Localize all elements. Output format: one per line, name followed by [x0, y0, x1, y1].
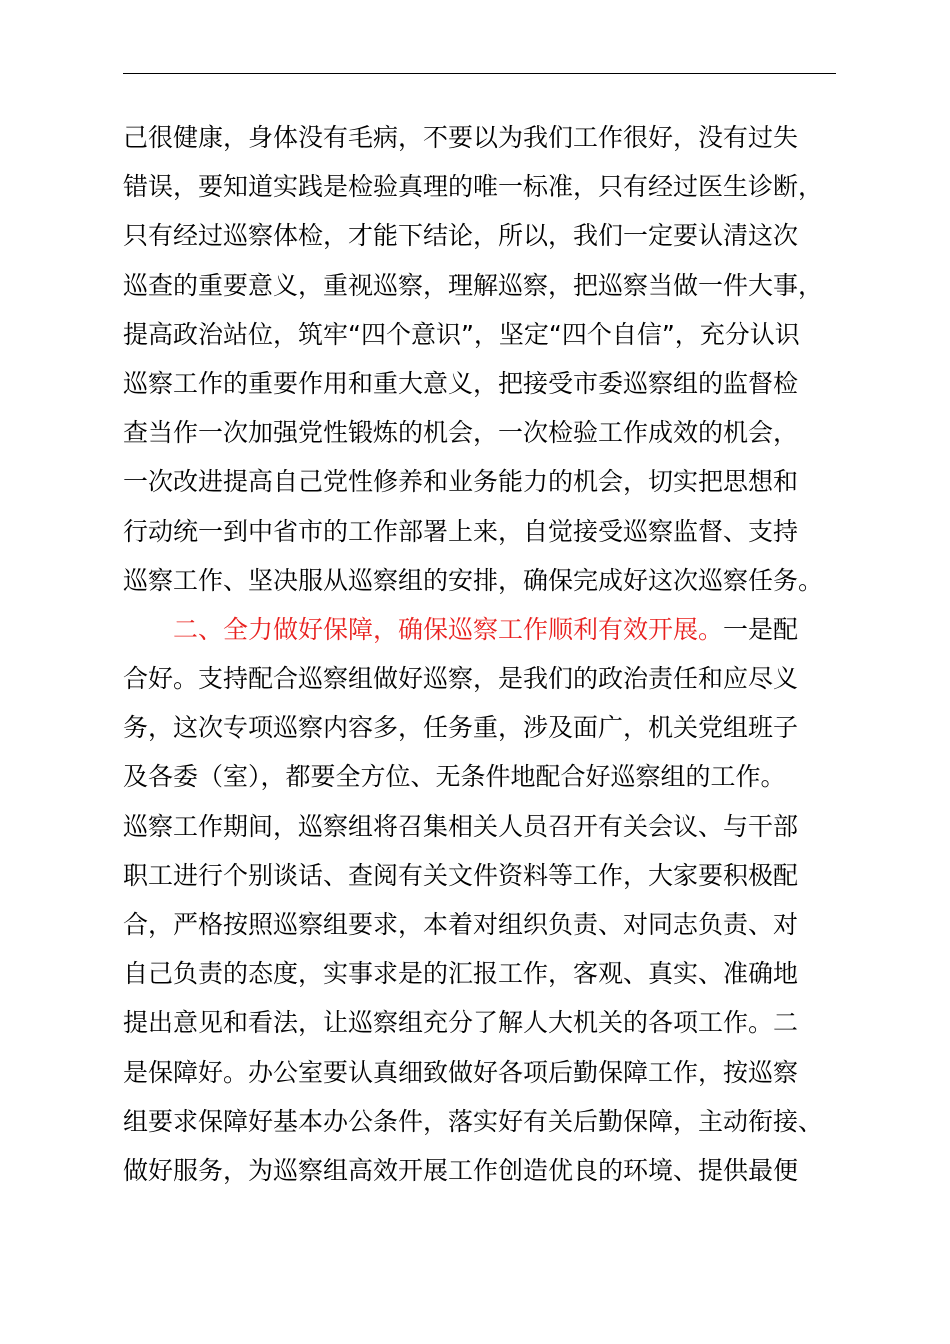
document-body — [123, 113, 863, 1195]
text-line: 己很健康，身体没有毛病，不要以为我们工作很好，没有过失 — [123, 123, 799, 152]
text-line: 巡查的重要意义，重视巡察，理解巡察，把巡察当做一件大事， — [123, 270, 824, 300]
text-line: 巡察工作期间，巡察组将召集相关人员召开有关会议、与干部 — [123, 811, 799, 841]
text-line: 一次改进提高自己党性修养和业务能力的机会，切实把思想和 — [123, 467, 799, 497]
section-heading-tail: 一是配 — [723, 614, 799, 644]
text-line: 务，这次专项巡察内容多，任务重，涉及面广，机关党组班子 — [123, 713, 799, 743]
text-line: 提高政治站位，筑牢“四个意识”，坚定“四个自信”，充分认识 — [123, 319, 800, 349]
text-line: 巡察工作的重要作用和重大意义，把接受市委巡察组的监督检 — [123, 368, 799, 398]
text-line: 做好服务，为巡察组高效开展工作创造优良的环境、提供最便 — [123, 1155, 799, 1185]
text-line: 只有经过巡察体检，才能下结论，所以，我们一定要认清这次 — [123, 221, 799, 251]
text-line: 合，严格按照巡察组要求，本着对组织负责、对同志负责、对 — [123, 910, 799, 939]
text-line: 行动统一到中省市的工作部署上来，自觉接受巡察监督、支持 — [123, 516, 799, 546]
text-line: 是保障好。办公室要认真细致做好各项后勤保障工作，按巡察 — [123, 1057, 799, 1087]
section-heading: 二、全力做好保障，确保巡察工作顺利有效开展。 — [173, 614, 724, 644]
text-line: 自己负责的态度，实事求是的汇报工作，客观、真实、准确地 — [123, 959, 799, 989]
header-rule — [123, 73, 836, 74]
text-line: 职工进行个别谈话、查阅有关文件资料等工作，大家要积极配 — [123, 860, 799, 890]
text-line: 错误，要知道实践是检验真理的唯一标准，只有经过医生诊断， — [123, 172, 824, 202]
text-line: 提出意见和看法，让巡察组充分了解人大机关的各项工作。二 — [123, 1008, 799, 1038]
text-line: 合好。支持配合巡察组做好巡察，是我们的政治责任和应尽义 — [123, 664, 799, 694]
section-heading-line — [123, 605, 863, 654]
text-line: 及各委（室），都要全方位、无条件地配合好巡察组的工作。 — [123, 762, 786, 792]
text-line: 巡察工作、坚决服从巡察组的安排，确保完成好这次巡察任务。 — [123, 565, 824, 595]
text-line: 查当作一次加强党性锻炼的机会，一次检验工作成效的机会， — [123, 418, 799, 448]
text-line: 组要求保障好基本办公条件，落实好有关后勤保障，主动衔接、 — [123, 1106, 824, 1136]
